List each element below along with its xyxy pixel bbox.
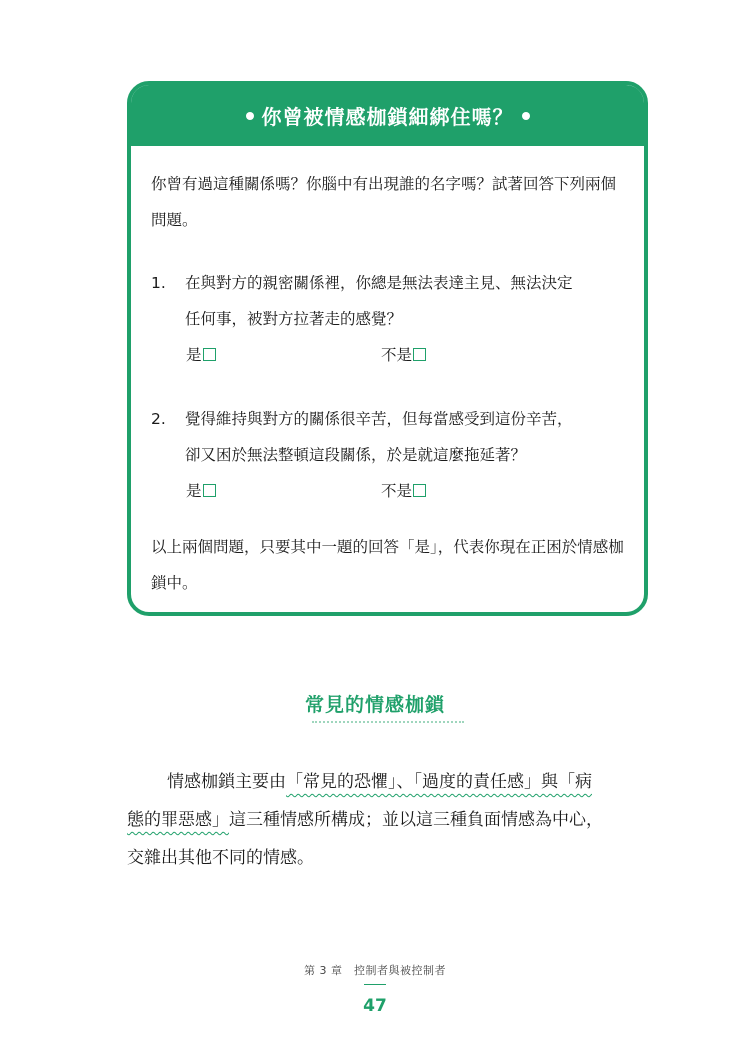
question-line: 卻又困於無法整頓這段關係，於是就這麼拖延著？	[185, 446, 527, 464]
wavy-underlined-text: 態的罪惡感」	[127, 810, 229, 830]
yes-option[interactable]	[186, 473, 216, 509]
yes-checkbox[interactable]	[203, 348, 216, 361]
question-line: 在與對方的親密關係裡，你總是無法表達主見、無法決定	[185, 274, 573, 292]
no-checkbox[interactable]	[413, 484, 426, 497]
question-1	[151, 265, 631, 373]
yes-checkbox[interactable]	[203, 484, 216, 497]
quiz-conclusion: 以上兩個問題，只要其中一題的回答「是」，代表你現在正困於情感枷鎖中。	[151, 538, 624, 592]
body-paragraph	[127, 763, 652, 877]
question-line: 覺得維持與對方的關係很辛苦，但每當感受到這份辛苦，	[185, 410, 573, 428]
question-number: 1.	[151, 274, 166, 292]
quiz-box-header	[131, 85, 644, 146]
page-number: 47	[363, 996, 387, 1016]
paragraph-text: 交雜出其他不同的情感。	[127, 848, 314, 868]
yes-label: 是	[186, 482, 202, 500]
no-checkbox[interactable]	[413, 348, 426, 361]
no-label: 不是	[381, 346, 413, 364]
question-number: 2.	[151, 410, 166, 428]
no-label: 不是	[381, 482, 413, 500]
no-option[interactable]	[381, 473, 426, 509]
answer-row	[151, 473, 631, 509]
section-title-divider	[312, 721, 464, 723]
section-title: 常見的情感枷鎖	[304, 694, 445, 716]
question-line: 任何事，被對方拉著走的感覺？	[185, 310, 403, 328]
footer-divider	[364, 984, 386, 985]
bullet-dot-icon	[246, 112, 254, 120]
wavy-underlined-text: 「常見的恐懼」、「過度的責任感」與「病	[286, 772, 592, 792]
quiz-box	[127, 81, 648, 616]
paragraph-text: 這三種情感所構成；並以這三種負面情感為中心，	[229, 810, 603, 830]
yes-label: 是	[186, 346, 202, 364]
answer-row	[151, 337, 631, 373]
quiz-box-title: 你曾被情感枷鎖細綁住嗎？	[261, 105, 514, 129]
no-option[interactable]	[381, 337, 426, 373]
bullet-dot-icon	[522, 112, 530, 120]
footer-chapter: 第 3 章 控制者與被控制者	[304, 964, 446, 977]
paragraph-text: 情感枷鎖主要由	[167, 772, 286, 792]
question-2	[151, 401, 631, 509]
yes-option[interactable]	[186, 337, 216, 373]
quiz-intro: 你曾有過這種關係嗎？你腦中有出現誰的名字嗎？試著回答下列兩個問題。	[151, 175, 617, 229]
